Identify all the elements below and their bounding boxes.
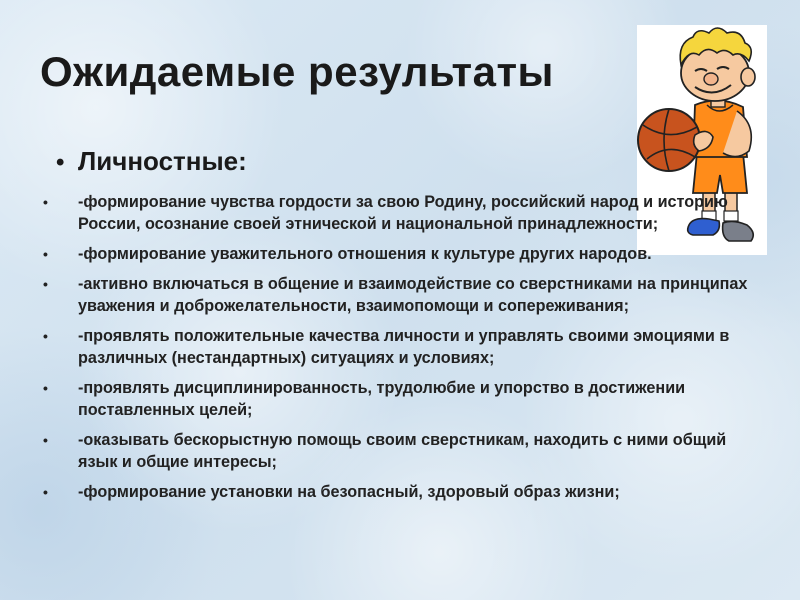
list-item-text: -проявлять положительные качества личности и управлять своими эмоциями в различных (нестандартных) ситуациях и условиях; <box>78 327 730 367</box>
slide-title: Ожидаемые результаты <box>40 48 554 95</box>
list-item-text: -формирование установки на безопасный, здоровый образ жизни; <box>78 483 620 501</box>
list-bullet: • <box>43 484 48 500</box>
list-bullet: • <box>43 276 48 292</box>
list-bullet: • <box>43 246 48 262</box>
heading-bullet: • <box>56 149 65 176</box>
list-item <box>40 481 760 503</box>
list-item-text: -формирование чувства гордости за свою Родину, российский народ и историю России, осознание своей этнической и национальной принадлежности; <box>78 193 728 233</box>
list-item-text: -активно включаться в общение и взаимодействие со сверстниками на принципах уважения и доброжелательности, взаимопомощи и сопереживания; <box>78 275 748 315</box>
results-list <box>40 191 760 503</box>
list-item <box>40 429 760 473</box>
list-bullet: • <box>43 380 48 396</box>
list-item <box>40 325 760 369</box>
list-item-text: -оказывать бескорыстную помощь своим сверстникам, находить с ними общий язык и общие интересы; <box>78 431 727 471</box>
list-bullet: • <box>43 432 48 448</box>
list-item <box>40 273 760 317</box>
section-heading: Личностные: <box>78 146 247 176</box>
list-item-text: -формирование уважительного отношения к культуре других народов. <box>78 245 652 263</box>
list-item <box>40 191 760 235</box>
list-bullet: • <box>43 328 48 344</box>
list-item <box>40 243 760 265</box>
list-item-text: -проявлять дисциплинированность, трудолюбие и упорство в достижении поставленных целей; <box>78 379 686 419</box>
list-bullet: • <box>43 194 48 210</box>
heading-row <box>40 145 760 177</box>
list-item <box>40 377 760 421</box>
results-content <box>40 145 760 511</box>
